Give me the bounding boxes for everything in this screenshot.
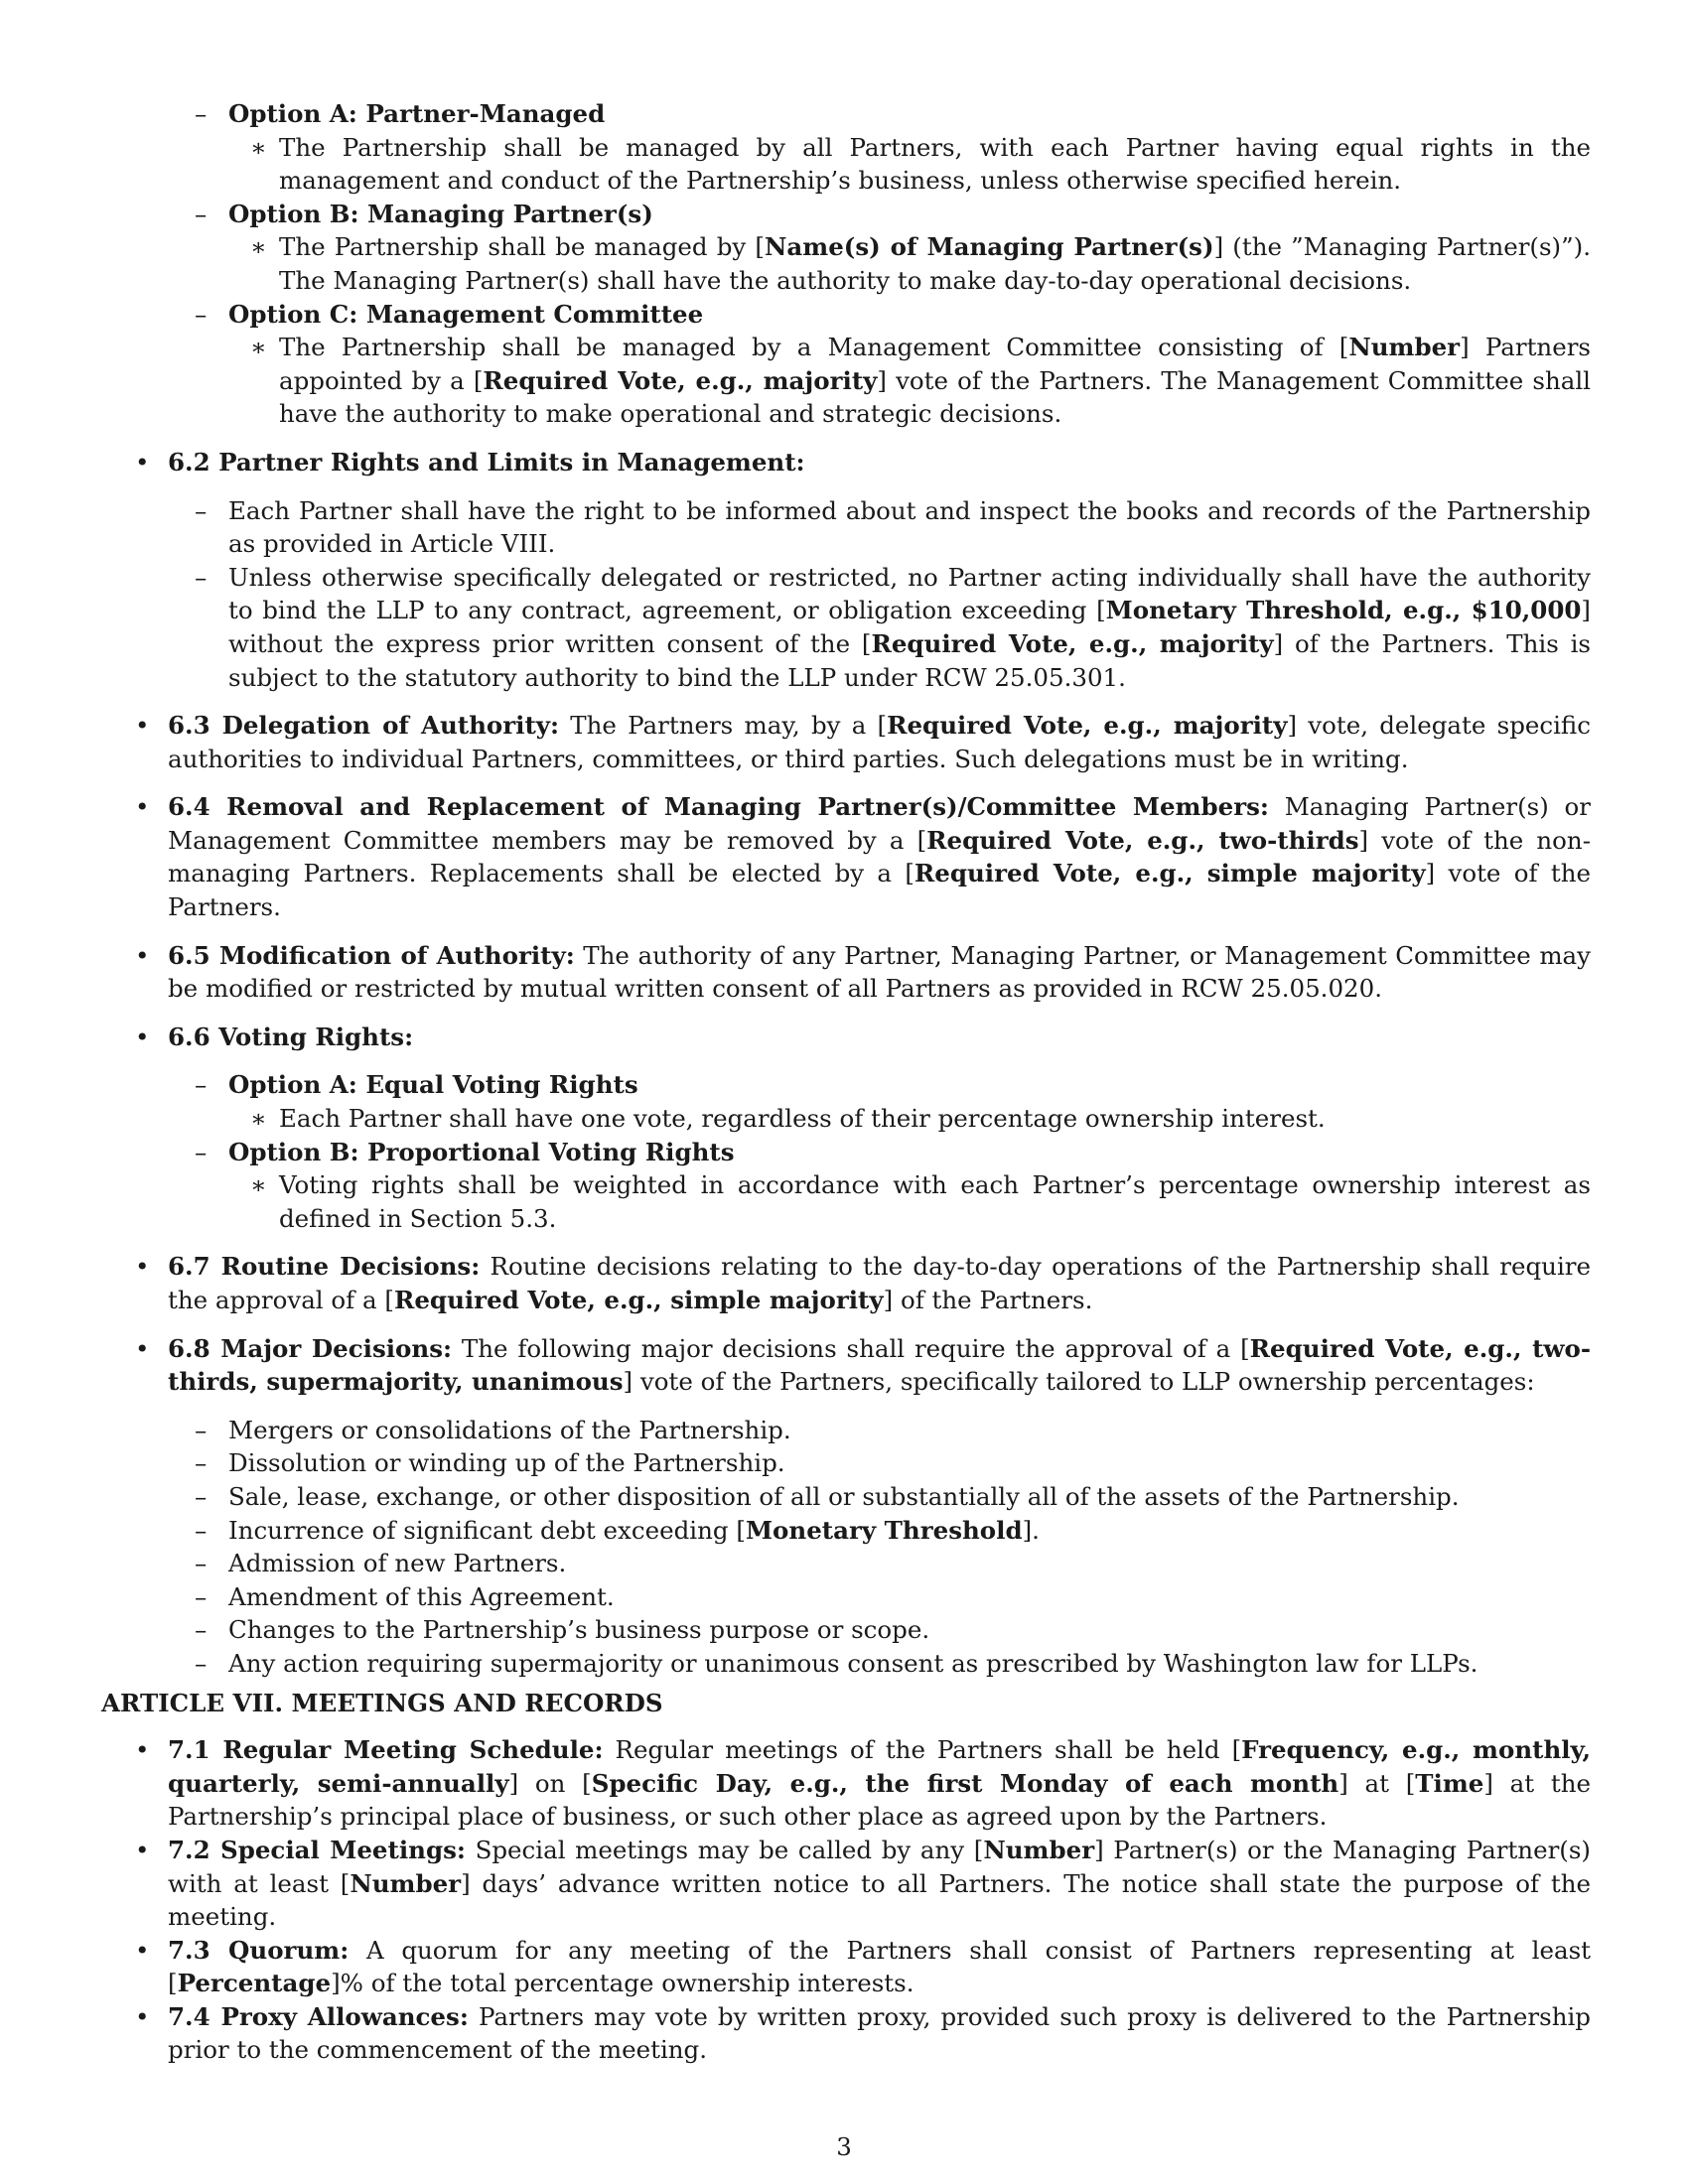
bullet-marker: • [135,1022,150,1051]
list-item: – Incurrence of significant debt exceeding [Monetary Threshold]. [101,1514,1591,1548]
section-7-4: • 7.4 Proxy Allowances: Partners may vote by written proxy, provided such proxy is delivered to the Partnership prior to the commencement of the meeting. [135,2001,1591,2065]
bullet-marker: • [135,1835,150,1864]
dash-marker: – [195,1448,208,1478]
section-title: 6.4 Removal and Replacement of Managing Partner(s)/Committee Members: [168,792,1269,822]
dash-marker: – [195,1481,208,1511]
bullet-marker: • [135,1935,150,1965]
star-marker: ∗ [250,333,267,362]
option-detail: ∗ Voting rights shall be weighted in accordance with each Partner’s percentage ownership interest as defined in Section 5.3. [250,1170,1591,1233]
list-item: – Dissolution or winding up of the Partnership. [101,1446,1591,1480]
section-title: 7.2 Special Meetings: [168,1835,466,1864]
option-title: Option A: Equal Voting Rights [228,1070,638,1100]
section-6-3: • 6.3 Delegation of Authority: The Partners may, by a [Required Vote, e.g., majority] vote, delegate specific authorities to individual Partners, committees, or third parties. Such delegations must be in writing. [135,711,1591,773]
management-option-b [101,198,1591,231]
list-item: – Sale, lease, exchange, or other disposition of all or substantially all of the assets of the Partnership. [101,1480,1591,1514]
option-detail: ∗ Each Partner shall have one vote, regardless of their percentage ownership interest. [101,1102,1591,1136]
section-title: 6.5 Modification of Authority: [168,940,575,970]
dash-marker: – [195,1070,208,1100]
option-title: Option B: Managing Partner(s) [228,199,653,228]
section-7-2: • 7.2 Special Meetings: Special meetings may be called by any [Number] Partner(s) or the Managing Partner(s) with at least [Number] days’ advance written notice to all Partners. The notice shall state the purpose of the meeting. [135,1835,1591,1932]
list-item: – Admission of new Partners. [101,1547,1591,1580]
section-7-3: • 7.3 Quorum: A quorum for any meeting of the Partners shall consist of Partners representing at least [Percentage]% of the total percentage ownership interests. [135,1935,1591,1998]
dash-marker: – [195,1648,208,1678]
section-7-1: • 7.1 Regular Meeting Schedule: Regular meetings of the Partners shall be held [Frequency, e.g., monthly, quarterly, semi-annually] on [Specific Day, e.g., the first Monday of each month] at [Time] at the Partnership’s principal place of business, or such other place as agreed upon by the Partners. [135,1735,1591,1832]
bullet-marker: • [135,711,150,741]
voting-option-b [101,1136,1591,1169]
article-heading: ARTICLE VII. MEETINGS AND RECORDS [101,1688,663,1717]
page-number: 3 [836,2132,852,2161]
star-marker: ∗ [250,1104,267,1134]
section-6-8: • 6.8 Major Decisions: The following major decisions shall require the approval of a [Required Vote, e.g., two-thirds, supermajority, unanimous] vote of the Partners, specifically tailored to LLP ownership percentages: [135,1333,1591,1397]
dash-marker: – [195,562,208,592]
document-page [101,97,1591,2067]
section-title: 7.4 Proxy Allowances: [168,2001,469,2031]
option-detail: ∗ The Partnership shall be managed by all Partners, with each Partner having equal rights in the management and conduct of the Partnership’s business, unless otherwise specified herein. [250,132,1591,196]
list-item: – Changes to the Partnership’s business purpose or scope. [101,1613,1591,1647]
section-6-7: • 6.7 Routine Decisions: Routine decisions relating to the day-to-day operations of the Partnership shall require the approval of a [Required Vote, e.g., simple majority] of the Partners. [135,1252,1591,1314]
list-item: – Mergers or consolidations of the Partnership. [101,1414,1591,1447]
list-item: – Amendment of this Agreement. [101,1580,1591,1614]
bullet-marker: • [135,940,150,970]
star-marker: ∗ [250,132,267,162]
dash-marker: – [195,1515,208,1545]
section-title: 6.6 Voting Rights: [168,1022,414,1051]
bullet-marker: • [135,792,150,822]
dash-marker: – [195,1415,208,1444]
section-6-2 [101,446,1591,479]
voting-option-a [101,1068,1591,1102]
list-item: – Any action requiring supermajority or unanimous consent as prescribed by Washington law for LLPs. [101,1647,1591,1681]
section-title: 6.7 Routine Decisions: [168,1252,481,1282]
dash-marker: – [195,199,208,228]
list-item: – Unless otherwise specifically delegated or restricted, no Partner acting individually shall have the authority to bind the LLP to any contract, agreement, or obligation exceeding [Monetary Threshold, e.g., $10,000] without the express prior written consent of the [Required Vote, e.g., majority] of the Partners. This is subject to the statutory authority to bind the LLP under RCW 25.05.301. [195,562,1592,692]
section-6-5: • 6.5 Modification of Authority: The authority of any Partner, Managing Partner, or Management Committee may be modified or restricted by mutual written consent of all Partners as provided in RCW 25.05.020. [135,940,1591,1004]
option-title: Option A: Partner-Managed [228,99,606,128]
management-option-c [101,298,1591,332]
section-title: 6.3 Delegation of Authority: [168,711,560,741]
section-6-6 [101,1021,1591,1054]
list-item: – Each Partner shall have the right to be informed about and inspect the books and records of the Partnership as provided in Article VIII. [195,495,1591,559]
bullet-marker: • [135,1735,150,1765]
dash-marker: – [195,495,208,525]
option-detail: ∗ The Partnership shall be managed by [Name(s) of Managing Partner(s)] (the ”Managing Partner(s)”). The Managing Partner(s) shall have the authority to make day-to-day operational decisions. [250,232,1591,295]
star-marker: ∗ [250,232,267,262]
option-title: Option C: Management Committee [228,299,704,329]
section-title: 6.2 Partner Rights and Limits in Management: [168,447,805,477]
bullet-marker: • [135,1252,150,1282]
bullet-marker: • [135,447,150,477]
dash-marker: – [195,299,208,329]
management-option-a [101,97,1591,131]
bullet-marker: • [135,1333,150,1363]
dash-marker: – [195,1615,208,1645]
dash-marker: – [195,1549,208,1578]
section-title: 7.3 Quorum: [168,1935,350,1965]
star-marker: ∗ [250,1170,267,1200]
section-title: 6.8 Major Decisions: [168,1333,453,1363]
option-detail: ∗ The Partnership shall be managed by a Management Committee consisting of [Number] Partners appointed by a [Required Vote, e.g., majority] vote of the Partners. The Management Committee shall have the authority to make operational and strategic decisions. [250,333,1592,429]
section-6-4: • 6.4 Removal and Replacement of Managing Partner(s)/Committee Members: Managing Partner(s) or Management Committee members may be removed by a [Required Vote, e.g., two-thirds] vote of the non-managing Partners. Replacements shall be elected by a [Required Vote, e.g., simple majority] vote of the Partners. [135,792,1591,922]
dash-marker: – [195,1581,208,1611]
dash-marker: – [195,1137,208,1166]
dash-marker: – [195,99,208,128]
section-title: 7.1 Regular Meeting Schedule: [168,1735,604,1765]
option-title: Option B: Proportional Voting Rights [228,1137,735,1166]
bullet-marker: • [135,2001,150,2031]
